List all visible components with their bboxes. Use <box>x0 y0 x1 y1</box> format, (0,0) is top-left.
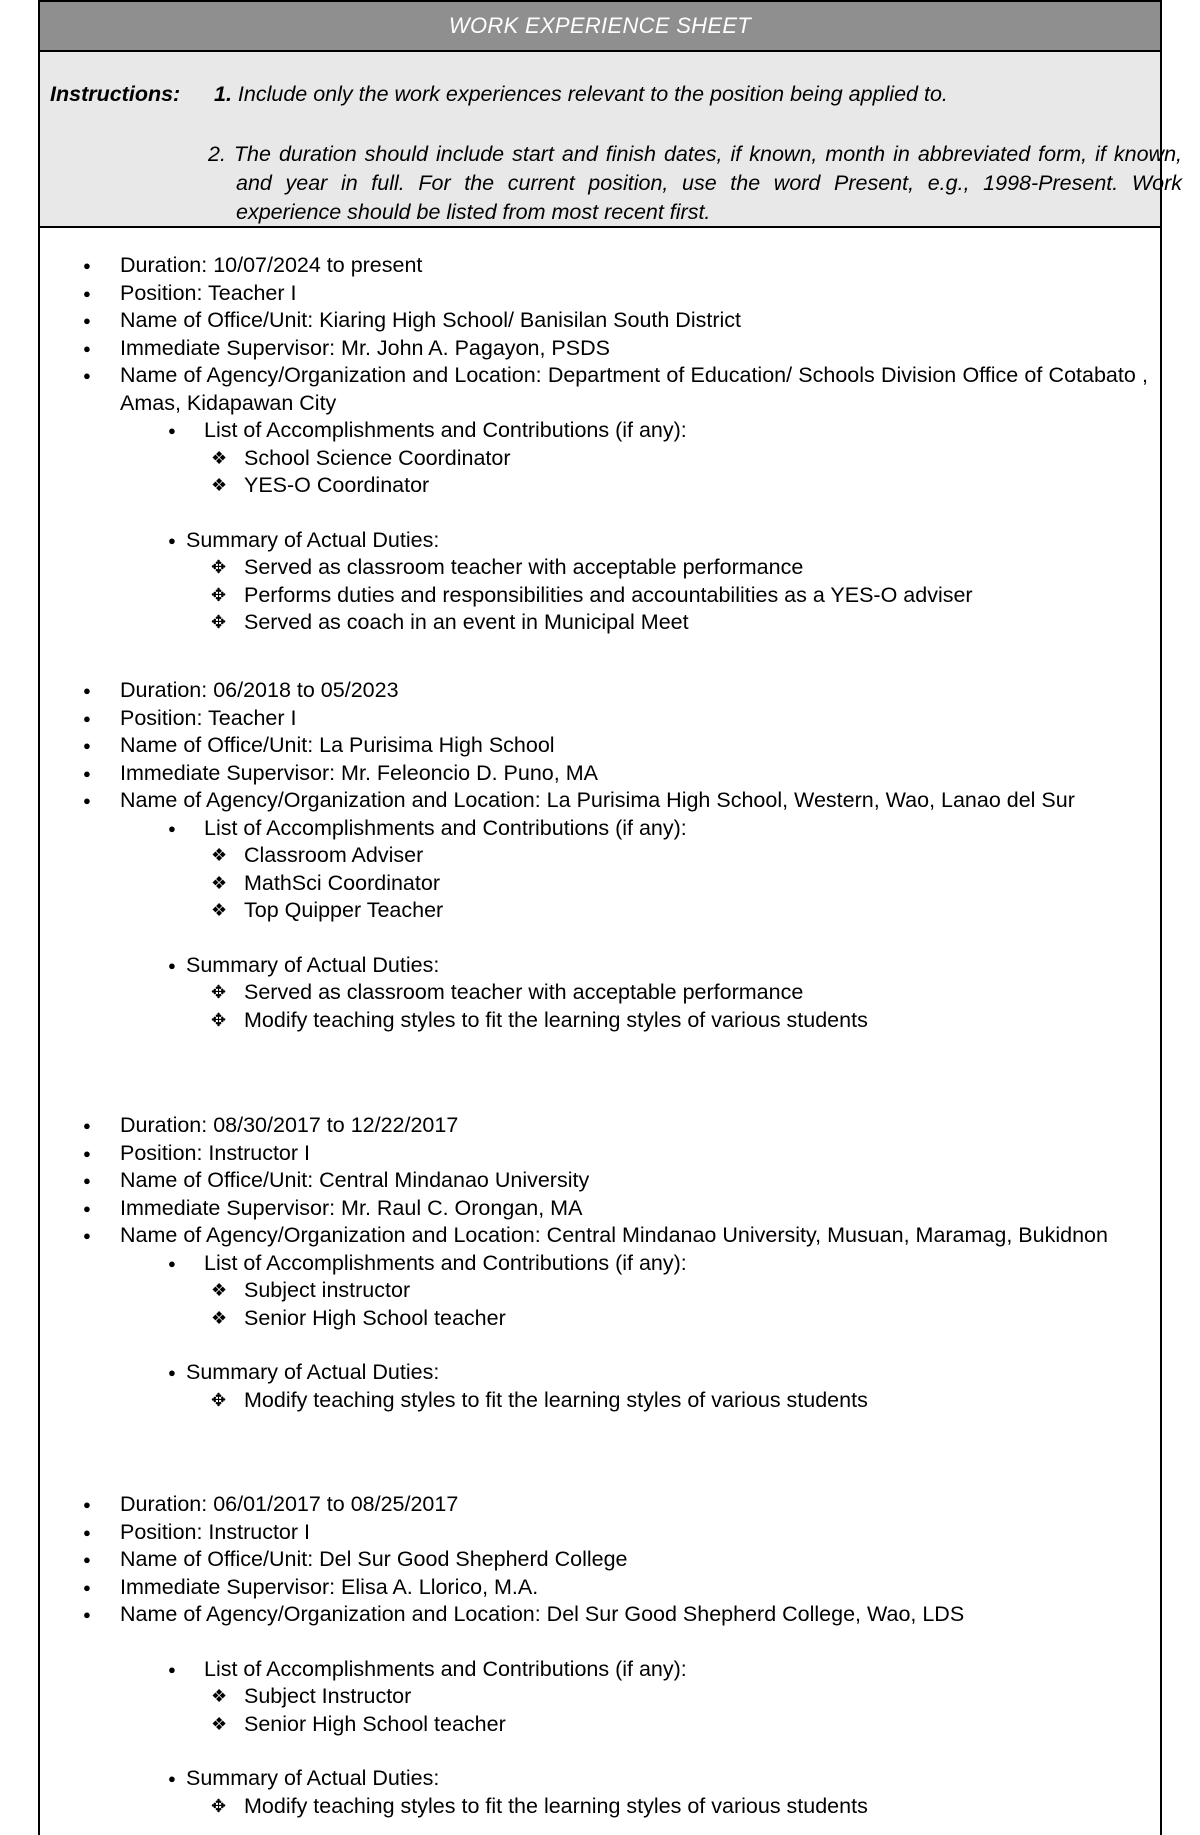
entry-duration: ● Duration: 06/01/2017 to 08/25/2017 <box>40 1491 1160 1519</box>
duty-item <box>40 582 1160 610</box>
open-diamond-bullet-icon: ✥ <box>211 1009 227 1030</box>
duties-list <box>40 979 1160 1034</box>
duty-text: Modify teaching styles to fit the learning styles of various students <box>244 1387 868 1412</box>
duty-item <box>40 1007 1160 1035</box>
entry-office: ● Name of Office/Unit: La Purisima High School <box>40 732 1160 760</box>
duty-item <box>40 1387 1160 1415</box>
entry-duration: ● Duration: 08/30/2017 to 12/22/2017 <box>40 1112 1160 1140</box>
duties-heading: ● Summary of Actual Duties: <box>40 1765 1160 1793</box>
entry-details-list <box>40 252 1160 417</box>
accomplishment-text: YES-O Coordinator <box>244 473 430 497</box>
entry-agency: ● Name of Agency/Organization and Location: Central Mindanao University, Musuan, Maramag, Bukidnon <box>40 1222 1160 1250</box>
entry-duration: ● Duration: 10/07/2024 to present <box>40 252 1160 280</box>
entry-supervisor: ● Immediate Supervisor: Elisa A. Llorico, M.A. <box>40 1574 1160 1602</box>
entry-details-list <box>40 1112 1160 1250</box>
accomplishment-item <box>40 1277 1160 1305</box>
duties-list <box>40 1387 1160 1415</box>
accomplishment-text: Subject Instructor <box>244 1684 412 1708</box>
duty-text: Modify teaching styles to fit the learning styles of various students <box>244 1793 868 1818</box>
accomplishment-text: Top Quipper Teacher <box>244 898 444 922</box>
entry-agency: ● Name of Agency/Organization and Location: Department of Education/ Schools Division Office of Cotabato , Amas, Kidapawan City <box>40 362 1160 417</box>
entry-details-list <box>40 1491 1160 1629</box>
accomplishment-item <box>40 1305 1160 1333</box>
accomplishment-item <box>40 445 1160 473</box>
accomplishments-heading: ● List of Accomplishments and Contributions (if any): <box>40 417 1160 445</box>
duty-text: Served as classroom teacher with acceptable performance <box>244 555 804 579</box>
duty-text: Modify teaching styles to fit the learning styles of various students <box>244 1007 868 1032</box>
instructions-label: Instructions: <box>50 82 181 106</box>
open-diamond-bullet-icon: ✥ <box>211 584 227 605</box>
accomplishment-item <box>40 1711 1160 1739</box>
duties-list <box>40 1793 1160 1821</box>
open-diamond-bullet-icon: ✥ <box>211 982 227 1002</box>
accomplishments-heading: ● List of Accomplishments and Contributions (if any): <box>40 815 1160 843</box>
entry-agency: ● Name of Agency/Organization and Location: La Purisima High School, Western, Wao, Lanao del Sur <box>40 787 1160 815</box>
duties-heading: ● Summary of Actual Duties: <box>40 527 1160 555</box>
entry-duration: ● Duration: 06/2018 to 05/2023 <box>40 677 1160 705</box>
entry-position: ● Position: Instructor I <box>40 1519 1160 1547</box>
diamond-bullet-icon: ❖ <box>211 447 228 468</box>
duties-heading: ● Summary of Actual Duties: <box>40 952 1160 980</box>
duty-text: Served as classroom teacher with acceptable performance <box>244 980 804 1004</box>
duties-heading: ● Summary of Actual Duties: <box>40 1359 1160 1387</box>
entry-position: ● Position: Instructor I <box>40 1140 1160 1168</box>
accomplishment-text: Subject instructor <box>244 1278 411 1302</box>
duty-item <box>40 1793 1160 1821</box>
entry-office: ● Name of Office/Unit: Central Mindanao University <box>40 1167 1160 1195</box>
instructions-box <box>40 52 1182 228</box>
work-experience-sheet <box>38 0 1182 1835</box>
instruction-item-1-text: Include only the work experiences relevant to the position being applied to. <box>237 82 948 106</box>
instruction-item-2: 2. The duration should include start and finish dates, if known, month in abbreviated form, if known, and year in full. For the current position, use the word Present, e.g., 1998-Present. Work experience should be listed from most recent first. <box>208 142 1182 224</box>
diamond-bullet-icon: ❖ <box>211 1686 228 1706</box>
open-diamond-bullet-icon: ✥ <box>211 1795 227 1816</box>
work-entry <box>40 252 1160 637</box>
diamond-bullet-icon: ❖ <box>211 900 228 920</box>
accomplishments-list <box>40 1277 1160 1332</box>
accomplishments-heading: ● List of Accomplishments and Contributions (if any): <box>40 1656 1160 1684</box>
accomplishment-item <box>40 472 1160 500</box>
diamond-bullet-icon: ❖ <box>211 1280 228 1300</box>
diamond-bullet-icon: ❖ <box>211 872 228 893</box>
diamond-bullet-icon: ❖ <box>211 1307 228 1328</box>
instruction-item-1-number: 1. <box>214 82 232 106</box>
accomplishments-heading: ● List of Accomplishments and Contributions (if any): <box>40 1250 1160 1278</box>
entry-position: ● Position: Teacher I <box>40 280 1160 308</box>
entry-supervisor: ● Immediate Supervisor: Mr. Raul C. Orongan, MA <box>40 1195 1160 1223</box>
accomplishment-item <box>40 870 1160 898</box>
accomplishment-text: School Science Coordinator <box>244 445 511 470</box>
work-entry <box>40 677 1160 1034</box>
accomplishment-item <box>40 897 1160 925</box>
accomplishment-item <box>40 1683 1160 1711</box>
duty-item <box>40 979 1160 1007</box>
duty-item <box>40 609 1160 637</box>
diamond-bullet-icon: ❖ <box>211 475 228 495</box>
diamond-bullet-icon: ❖ <box>211 845 228 865</box>
accomplishment-text: MathSci Coordinator <box>244 870 440 895</box>
accomplishment-text: Classroom Adviser <box>244 843 424 867</box>
duty-text: Performs duties and responsibilities and accountabilities as a YES-O adviser <box>244 582 973 607</box>
open-diamond-bullet-icon: ✥ <box>211 1389 227 1410</box>
accomplishments-list <box>40 842 1160 925</box>
entry-position: ● Position: Teacher I <box>40 705 1160 733</box>
open-diamond-bullet-icon: ✥ <box>211 557 227 577</box>
work-entry <box>40 1491 1160 1820</box>
instruction-item-1 <box>214 82 948 107</box>
open-diamond-bullet-icon: ✥ <box>211 612 227 632</box>
duty-item <box>40 554 1160 582</box>
entry-details-list <box>40 677 1160 815</box>
accomplishment-text: Senior High School teacher <box>244 1305 506 1330</box>
duties-list <box>40 554 1160 637</box>
entry-agency: ● Name of Agency/Organization and Location: Del Sur Good Shepherd College, Wao, LDS <box>40 1601 1160 1629</box>
sheet-title-bar <box>40 0 1160 52</box>
entry-office: ● Name of Office/Unit: Del Sur Good Shepherd College <box>40 1546 1160 1574</box>
accomplishments-list <box>40 445 1160 500</box>
duty-text: Served as coach in an event in Municipal Meet <box>244 610 689 634</box>
work-entry <box>40 1112 1160 1414</box>
entry-office: ● Name of Office/Unit: Kiaring High School/ Banisilan South District <box>40 307 1160 335</box>
diamond-bullet-icon: ❖ <box>211 1713 228 1734</box>
accomplishments-list <box>40 1683 1160 1738</box>
accomplishment-item <box>40 842 1160 870</box>
entry-supervisor: ● Immediate Supervisor: Mr. John A. Pagayon, PSDS <box>40 335 1160 363</box>
entry-supervisor: ● Immediate Supervisor: Mr. Feleoncio D. Puno, MA <box>40 760 1160 788</box>
accomplishment-text: Senior High School teacher <box>244 1711 506 1736</box>
sheet-title: WORK EXPERIENCE SHEET <box>448 13 752 38</box>
